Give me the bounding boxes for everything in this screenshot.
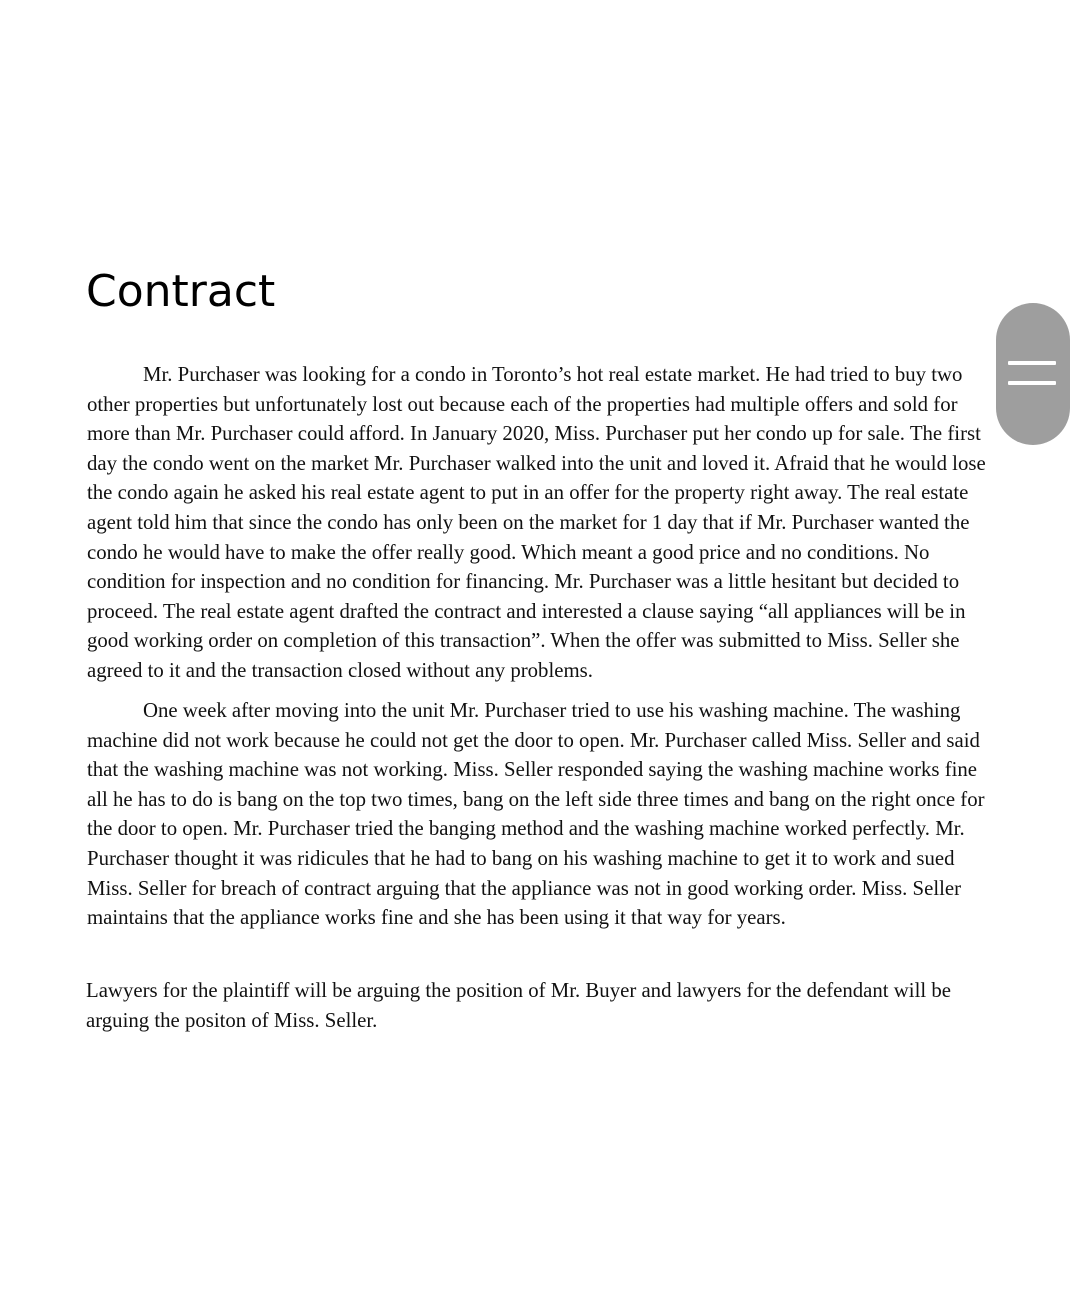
paragraph-1: Mr. Purchaser was looking for a condo in Toronto’s hot real estate market. He had tried to buy two other properties but unfortunately lost out because each of the properties had multiple offers and sold for more than Mr. Purchaser could afford. In January 2020, Miss. Purchaser put her condo up for sale. The first day the condo went on the market Mr. Purchaser walked into the unit and loved it. Afraid that he would lose the condo again he asked his real estate agent to put in an offer for the property right away. The real estate agent told him that since the condo has only been on the market for 1 day that if Mr. Purchaser wanted the condo he would have to make the offer really good. Which meant a good price and no conditions. No condition for inspection and no condition for financing. Mr. Purchaser was a little hesitant but decided to proceed. The real estate agent drafted the contract and interested a clause saying “all appliances will be in good working order on completion of this transaction”. When the offer was submitted to Miss. Seller she agreed to it and the transaction closed without any problems.	[87, 363, 986, 682]
paragraph-3: Lawyers for the plaintiff will be arguing the position of Mr. Buyer and lawyers for the defendant will be arguing the positon of Miss. Seller.	[86, 979, 951, 1032]
drag-handle-icon	[1008, 361, 1056, 365]
document-title: Contract	[86, 266, 276, 317]
scroll-handle[interactable]	[996, 303, 1070, 445]
drag-handle-icon	[1008, 381, 1056, 385]
paragraph-2: One week after moving into the unit Mr. Purchaser tried to use his washing machine. The washing machine did not work because he could not get the door to open. Mr. Purchaser called Miss. Seller and said that the washing machine was not working. Miss. Seller responded saying the washing machine works fine all he has to do is bang on the top two times, bang on the left side three times and bang on the right once for the door to open. Mr. Purchaser tried the banging method and the washing machine worked perfectly. Mr. Purchaser thought it was ridicules that he had to bang on his washing machine to get it to work and sued Miss. Seller for breach of contract arguing that the appliance was not in good working order. Miss. Seller maintains that the appliance works fine and she has been using it that way for years.	[87, 699, 985, 930]
